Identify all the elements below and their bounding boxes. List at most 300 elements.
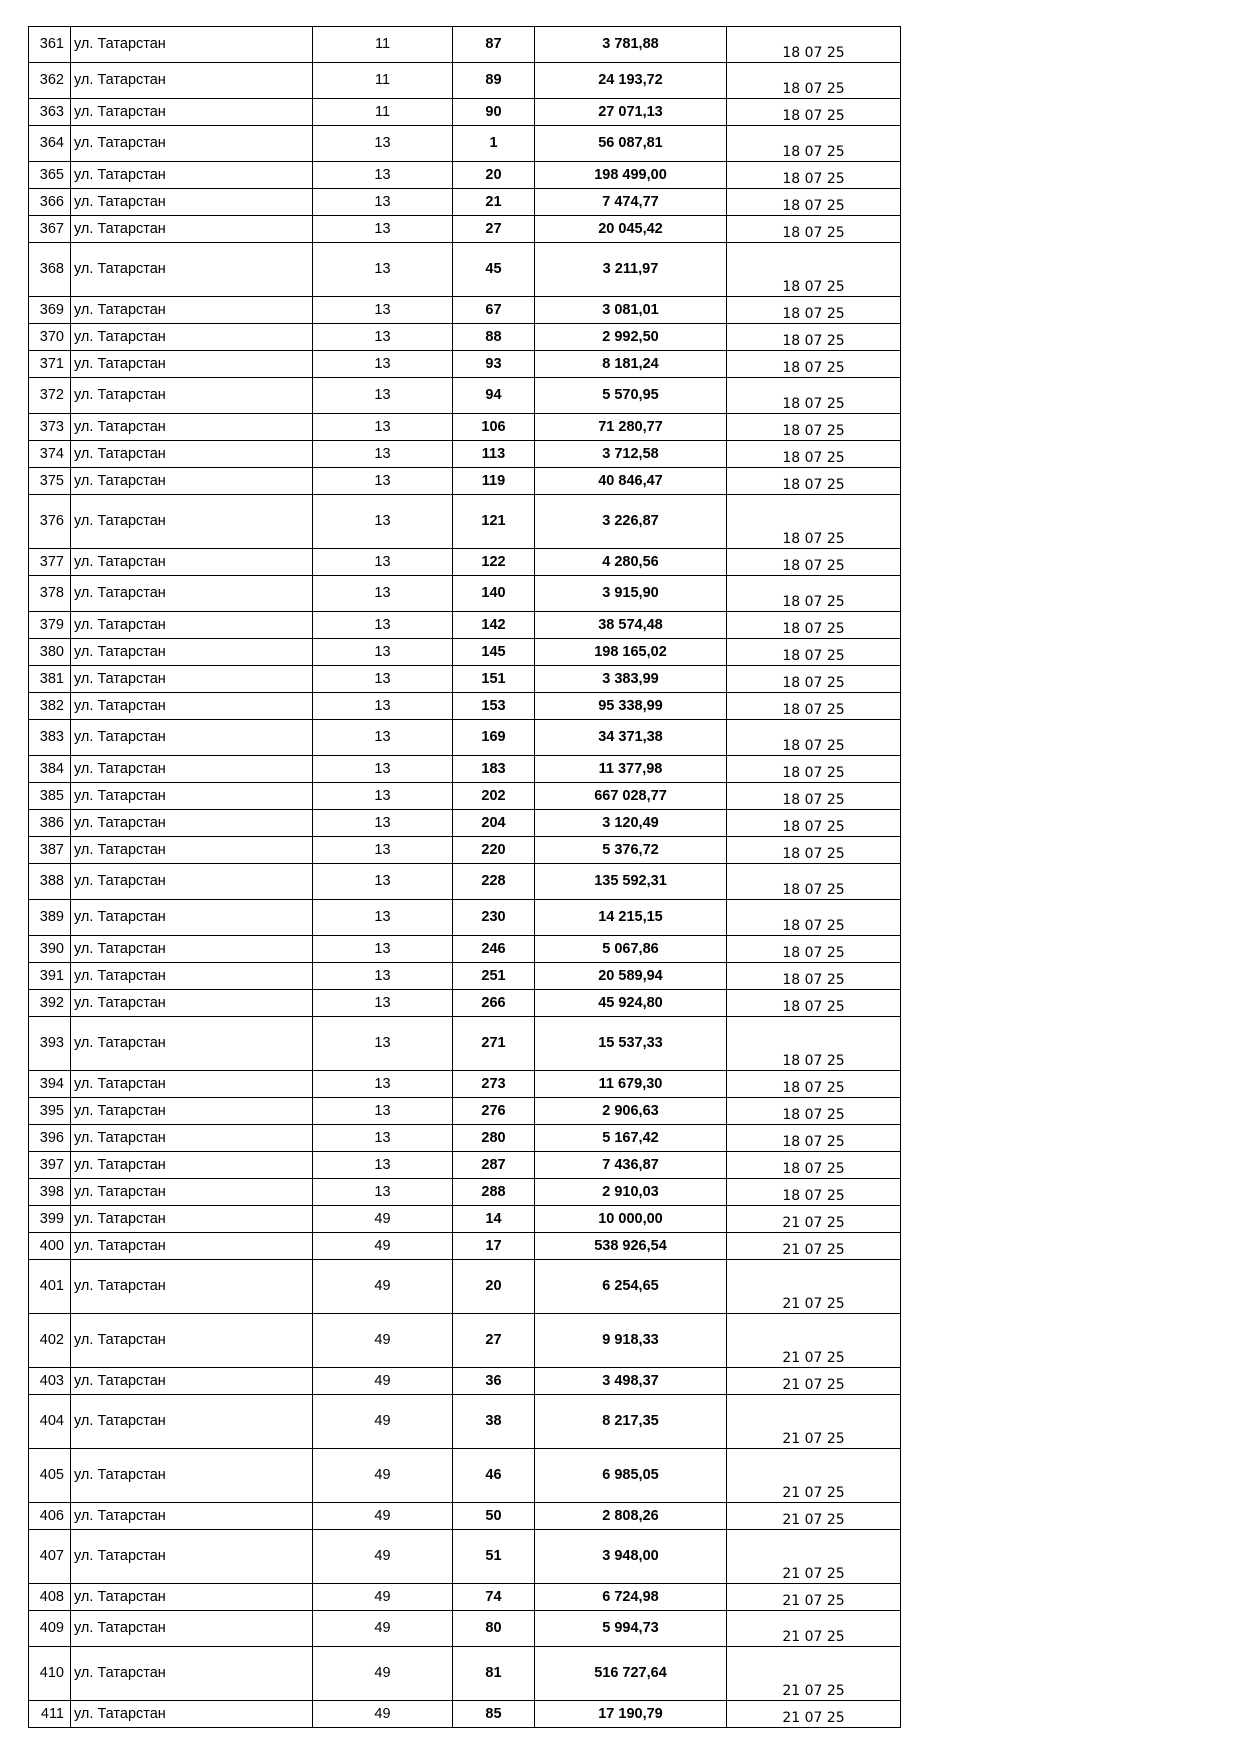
table-row	[29, 468, 901, 495]
debt-amount: 5 167,42	[535, 1125, 727, 1152]
record-date: 18 07 25	[727, 900, 901, 936]
debt-amount: 11 377,98	[535, 756, 727, 783]
table-row	[29, 351, 901, 378]
debt-amount: 17 190,79	[535, 1701, 727, 1728]
debt-amount: 2 906,63	[535, 1098, 727, 1125]
row-number: 372	[29, 378, 71, 414]
house-number: 13	[313, 693, 453, 720]
debt-amount: 6 985,05	[535, 1449, 727, 1503]
street-name: ул. Татарстан	[71, 1314, 313, 1368]
record-date: 18 07 25	[727, 495, 901, 549]
house-number: 13	[313, 216, 453, 243]
house-number: 13	[313, 297, 453, 324]
table-row	[29, 99, 901, 126]
house-number: 13	[313, 936, 453, 963]
table-row	[29, 1152, 901, 1179]
table-row	[29, 189, 901, 216]
house-number: 49	[313, 1206, 453, 1233]
row-number: 397	[29, 1152, 71, 1179]
apartment-number: 45	[453, 243, 535, 297]
row-number: 391	[29, 963, 71, 990]
debt-table-sheet	[28, 26, 901, 1728]
street-name: ул. Татарстан	[71, 99, 313, 126]
record-date: 18 07 25	[727, 441, 901, 468]
house-number: 13	[313, 963, 453, 990]
apartment-number: 122	[453, 549, 535, 576]
house-number: 11	[313, 63, 453, 99]
row-number: 362	[29, 63, 71, 99]
table-row	[29, 1314, 901, 1368]
house-number: 13	[313, 1125, 453, 1152]
apartment-number: 151	[453, 666, 535, 693]
street-name: ул. Татарстан	[71, 783, 313, 810]
record-date: 21 07 25	[727, 1647, 901, 1701]
street-name: ул. Татарстан	[71, 378, 313, 414]
apartment-number: 246	[453, 936, 535, 963]
table-row	[29, 756, 901, 783]
apartment-number: 145	[453, 639, 535, 666]
table-row	[29, 783, 901, 810]
apartment-number: 288	[453, 1179, 535, 1206]
debt-amount: 198 499,00	[535, 162, 727, 189]
row-number: 409	[29, 1611, 71, 1647]
table-row	[29, 1584, 901, 1611]
debt-amount: 3 211,97	[535, 243, 727, 297]
street-name: ул. Татарстан	[71, 864, 313, 900]
apartment-number: 14	[453, 1206, 535, 1233]
apartment-number: 230	[453, 900, 535, 936]
apartment-number: 74	[453, 1584, 535, 1611]
table-row	[29, 990, 901, 1017]
record-date: 21 07 25	[727, 1260, 901, 1314]
table-row	[29, 126, 901, 162]
house-number: 49	[313, 1260, 453, 1314]
record-date: 18 07 25	[727, 963, 901, 990]
house-number: 13	[313, 783, 453, 810]
house-number: 13	[313, 1017, 453, 1071]
record-date: 18 07 25	[727, 378, 901, 414]
table-row	[29, 864, 901, 900]
apartment-number: 251	[453, 963, 535, 990]
debt-amount: 3 712,58	[535, 441, 727, 468]
apartment-number: 87	[453, 27, 535, 63]
street-name: ул. Татарстан	[71, 963, 313, 990]
table-row	[29, 1503, 901, 1530]
debt-amount: 5 376,72	[535, 837, 727, 864]
street-name: ул. Татарстан	[71, 639, 313, 666]
debt-amount: 3 948,00	[535, 1530, 727, 1584]
debt-amount: 15 537,33	[535, 1017, 727, 1071]
record-date: 18 07 25	[727, 549, 901, 576]
apartment-number: 266	[453, 990, 535, 1017]
apartment-number: 50	[453, 1503, 535, 1530]
record-date: 18 07 25	[727, 414, 901, 441]
table-row	[29, 1260, 901, 1314]
row-number: 371	[29, 351, 71, 378]
house-number: 13	[313, 243, 453, 297]
street-name: ул. Татарстан	[71, 1503, 313, 1530]
table-row	[29, 1179, 901, 1206]
apartment-number: 142	[453, 612, 535, 639]
house-number: 49	[313, 1530, 453, 1584]
record-date: 18 07 25	[727, 351, 901, 378]
debt-amount: 14 215,15	[535, 900, 727, 936]
apartment-number: 90	[453, 99, 535, 126]
house-number: 13	[313, 162, 453, 189]
table-row	[29, 810, 901, 837]
record-date: 18 07 25	[727, 837, 901, 864]
apartment-number: 67	[453, 297, 535, 324]
table-row	[29, 162, 901, 189]
street-name: ул. Татарстан	[71, 189, 313, 216]
debt-amount: 135 592,31	[535, 864, 727, 900]
record-date: 18 07 25	[727, 1125, 901, 1152]
street-name: ул. Татарстан	[71, 1395, 313, 1449]
street-name: ул. Татарстан	[71, 1647, 313, 1701]
table-row	[29, 639, 901, 666]
record-date: 18 07 25	[727, 243, 901, 297]
row-number: 394	[29, 1071, 71, 1098]
table-row	[29, 324, 901, 351]
street-name: ул. Татарстан	[71, 693, 313, 720]
street-name: ул. Татарстан	[71, 351, 313, 378]
street-name: ул. Татарстан	[71, 1260, 313, 1314]
house-number: 13	[313, 576, 453, 612]
record-date: 21 07 25	[727, 1206, 901, 1233]
street-name: ул. Татарстан	[71, 126, 313, 162]
apartment-number: 220	[453, 837, 535, 864]
house-number: 13	[313, 441, 453, 468]
debt-amount: 9 918,33	[535, 1314, 727, 1368]
record-date: 18 07 25	[727, 126, 901, 162]
house-number: 13	[313, 990, 453, 1017]
table-row	[29, 1368, 901, 1395]
debt-amount: 538 926,54	[535, 1233, 727, 1260]
debt-amount: 27 071,13	[535, 99, 727, 126]
debt-amount: 3 383,99	[535, 666, 727, 693]
apartment-number: 80	[453, 1611, 535, 1647]
debt-amount: 516 727,64	[535, 1647, 727, 1701]
apartment-number: 106	[453, 414, 535, 441]
row-number: 390	[29, 936, 71, 963]
row-number: 402	[29, 1314, 71, 1368]
debt-amount: 45 924,80	[535, 990, 727, 1017]
debt-amount: 20 589,94	[535, 963, 727, 990]
debt-amount: 2 808,26	[535, 1503, 727, 1530]
apartment-number: 89	[453, 63, 535, 99]
table-row	[29, 1530, 901, 1584]
row-number: 396	[29, 1125, 71, 1152]
house-number: 13	[313, 666, 453, 693]
row-number: 366	[29, 189, 71, 216]
row-number: 363	[29, 99, 71, 126]
apartment-number: 27	[453, 216, 535, 243]
table-row	[29, 1125, 901, 1152]
debt-amount: 3 120,49	[535, 810, 727, 837]
table-row	[29, 495, 901, 549]
house-number: 13	[313, 324, 453, 351]
apartment-number: 153	[453, 693, 535, 720]
house-number: 49	[313, 1701, 453, 1728]
row-number: 395	[29, 1098, 71, 1125]
row-number: 403	[29, 1368, 71, 1395]
row-number: 398	[29, 1179, 71, 1206]
apartment-number: 36	[453, 1368, 535, 1395]
street-name: ул. Татарстан	[71, 612, 313, 639]
house-number: 49	[313, 1647, 453, 1701]
street-name: ул. Татарстан	[71, 1098, 313, 1125]
record-date: 18 07 25	[727, 324, 901, 351]
table-row	[29, 576, 901, 612]
record-date: 18 07 25	[727, 1071, 901, 1098]
record-date: 18 07 25	[727, 612, 901, 639]
table-row	[29, 1017, 901, 1071]
row-number: 361	[29, 27, 71, 63]
debt-amount: 7 436,87	[535, 1152, 727, 1179]
street-name: ул. Татарстан	[71, 414, 313, 441]
debt-amount: 24 193,72	[535, 63, 727, 99]
table-row	[29, 693, 901, 720]
row-number: 377	[29, 549, 71, 576]
street-name: ул. Татарстан	[71, 1125, 313, 1152]
table-row	[29, 666, 901, 693]
debt-amount: 3 226,87	[535, 495, 727, 549]
house-number: 13	[313, 1179, 453, 1206]
record-date: 21 07 25	[727, 1449, 901, 1503]
row-number: 388	[29, 864, 71, 900]
street-name: ул. Татарстан	[71, 720, 313, 756]
street-name: ул. Татарстан	[71, 1017, 313, 1071]
table-row	[29, 963, 901, 990]
table-row	[29, 1395, 901, 1449]
apartment-number: 113	[453, 441, 535, 468]
record-date: 18 07 25	[727, 63, 901, 99]
record-date: 18 07 25	[727, 162, 901, 189]
street-name: ул. Татарстан	[71, 162, 313, 189]
record-date: 18 07 25	[727, 297, 901, 324]
street-name: ул. Татарстан	[71, 936, 313, 963]
debt-amount: 3 498,37	[535, 1368, 727, 1395]
street-name: ул. Татарстан	[71, 1584, 313, 1611]
street-name: ул. Татарстан	[71, 495, 313, 549]
table-row	[29, 378, 901, 414]
record-date: 18 07 25	[727, 990, 901, 1017]
apartment-number: 169	[453, 720, 535, 756]
debt-amount: 11 679,30	[535, 1071, 727, 1098]
debt-amount: 6 254,65	[535, 1260, 727, 1314]
table-row	[29, 1071, 901, 1098]
row-number: 399	[29, 1206, 71, 1233]
record-date: 18 07 25	[727, 1098, 901, 1125]
record-date: 18 07 25	[727, 1152, 901, 1179]
row-number: 408	[29, 1584, 71, 1611]
record-date: 21 07 25	[727, 1611, 901, 1647]
street-name: ул. Татарстан	[71, 1530, 313, 1584]
row-number: 379	[29, 612, 71, 639]
debt-amount: 198 165,02	[535, 639, 727, 666]
house-number: 13	[313, 126, 453, 162]
house-number: 49	[313, 1233, 453, 1260]
row-number: 373	[29, 414, 71, 441]
apartment-number: 38	[453, 1395, 535, 1449]
house-number: 13	[313, 900, 453, 936]
debt-amount: 5 570,95	[535, 378, 727, 414]
apartment-number: 21	[453, 189, 535, 216]
house-number: 13	[313, 639, 453, 666]
debt-amount: 4 280,56	[535, 549, 727, 576]
record-date: 21 07 25	[727, 1701, 901, 1728]
row-number: 404	[29, 1395, 71, 1449]
row-number: 367	[29, 216, 71, 243]
debt-amount: 2 992,50	[535, 324, 727, 351]
row-number: 406	[29, 1503, 71, 1530]
debt-amount: 10 000,00	[535, 1206, 727, 1233]
debt-amount: 7 474,77	[535, 189, 727, 216]
table-row	[29, 612, 901, 639]
record-date: 21 07 25	[727, 1395, 901, 1449]
record-date: 21 07 25	[727, 1233, 901, 1260]
table-row	[29, 1233, 901, 1260]
debt-amount: 8 181,24	[535, 351, 727, 378]
table-row	[29, 936, 901, 963]
house-number: 49	[313, 1584, 453, 1611]
street-name: ул. Татарстан	[71, 324, 313, 351]
record-date: 18 07 25	[727, 468, 901, 495]
debt-amount: 6 724,98	[535, 1584, 727, 1611]
street-name: ул. Татарстан	[71, 216, 313, 243]
apartment-number: 85	[453, 1701, 535, 1728]
debt-amount: 20 045,42	[535, 216, 727, 243]
apartment-number: 51	[453, 1530, 535, 1584]
house-number: 49	[313, 1314, 453, 1368]
row-number: 370	[29, 324, 71, 351]
street-name: ул. Татарстан	[71, 756, 313, 783]
house-number: 13	[313, 720, 453, 756]
row-number: 369	[29, 297, 71, 324]
debt-amount: 8 217,35	[535, 1395, 727, 1449]
row-number: 411	[29, 1701, 71, 1728]
table-row	[29, 243, 901, 297]
street-name: ул. Татарстан	[71, 468, 313, 495]
debt-amount: 5 994,73	[535, 1611, 727, 1647]
street-name: ул. Татарстан	[71, 63, 313, 99]
table-row	[29, 1098, 901, 1125]
debt-amount: 95 338,99	[535, 693, 727, 720]
table-row	[29, 1449, 901, 1503]
record-date: 18 07 25	[727, 810, 901, 837]
street-name: ул. Татарстан	[71, 1206, 313, 1233]
row-number: 364	[29, 126, 71, 162]
street-name: ул. Татарстан	[71, 441, 313, 468]
house-number: 49	[313, 1395, 453, 1449]
apartment-number: 88	[453, 324, 535, 351]
record-date: 21 07 25	[727, 1503, 901, 1530]
record-date: 21 07 25	[727, 1584, 901, 1611]
row-number: 374	[29, 441, 71, 468]
debt-amount: 71 280,77	[535, 414, 727, 441]
apartment-number: 17	[453, 1233, 535, 1260]
apartment-number: 121	[453, 495, 535, 549]
street-name: ул. Татарстан	[71, 1152, 313, 1179]
house-number: 11	[313, 99, 453, 126]
table-row	[29, 837, 901, 864]
house-number: 49	[313, 1503, 453, 1530]
table-row	[29, 27, 901, 63]
table-row	[29, 414, 901, 441]
house-number: 11	[313, 27, 453, 63]
street-name: ул. Татарстан	[71, 1611, 313, 1647]
house-number: 13	[313, 414, 453, 441]
record-date: 18 07 25	[727, 99, 901, 126]
row-number: 401	[29, 1260, 71, 1314]
house-number: 49	[313, 1368, 453, 1395]
house-number: 13	[313, 351, 453, 378]
street-name: ул. Татарстан	[71, 549, 313, 576]
debt-amount: 40 846,47	[535, 468, 727, 495]
apartment-number: 1	[453, 126, 535, 162]
row-number: 384	[29, 756, 71, 783]
apartment-number: 183	[453, 756, 535, 783]
table-row	[29, 1701, 901, 1728]
house-number: 49	[313, 1611, 453, 1647]
row-number: 386	[29, 810, 71, 837]
table-row	[29, 216, 901, 243]
house-number: 49	[313, 1449, 453, 1503]
apartment-number: 273	[453, 1071, 535, 1098]
debt-amount: 667 028,77	[535, 783, 727, 810]
debt-amount: 2 910,03	[535, 1179, 727, 1206]
row-number: 393	[29, 1017, 71, 1071]
house-number: 13	[313, 468, 453, 495]
apartment-number: 287	[453, 1152, 535, 1179]
debt-amount: 3 781,88	[535, 27, 727, 63]
table-row	[29, 900, 901, 936]
apartment-number: 20	[453, 1260, 535, 1314]
table-row	[29, 720, 901, 756]
row-number: 383	[29, 720, 71, 756]
table-row	[29, 549, 901, 576]
street-name: ул. Татарстан	[71, 810, 313, 837]
row-number: 376	[29, 495, 71, 549]
street-name: ул. Татарстан	[71, 243, 313, 297]
table-body	[29, 27, 901, 1728]
table-row	[29, 297, 901, 324]
house-number: 13	[313, 1071, 453, 1098]
table-row	[29, 441, 901, 468]
street-name: ул. Татарстан	[71, 1179, 313, 1206]
house-number: 13	[313, 810, 453, 837]
street-name: ул. Татарстан	[71, 297, 313, 324]
record-date: 18 07 25	[727, 27, 901, 63]
street-name: ул. Татарстан	[71, 990, 313, 1017]
record-date: 21 07 25	[727, 1314, 901, 1368]
street-name: ул. Татарстан	[71, 1368, 313, 1395]
row-number: 407	[29, 1530, 71, 1584]
table-row	[29, 1206, 901, 1233]
debt-amount: 38 574,48	[535, 612, 727, 639]
row-number: 400	[29, 1233, 71, 1260]
row-number: 392	[29, 990, 71, 1017]
house-number: 13	[313, 756, 453, 783]
record-date: 18 07 25	[727, 864, 901, 900]
debt-amount: 5 067,86	[535, 936, 727, 963]
street-name: ул. Татарстан	[71, 666, 313, 693]
row-number: 382	[29, 693, 71, 720]
record-date: 18 07 25	[727, 720, 901, 756]
apartment-number: 46	[453, 1449, 535, 1503]
house-number: 13	[313, 189, 453, 216]
row-number: 365	[29, 162, 71, 189]
